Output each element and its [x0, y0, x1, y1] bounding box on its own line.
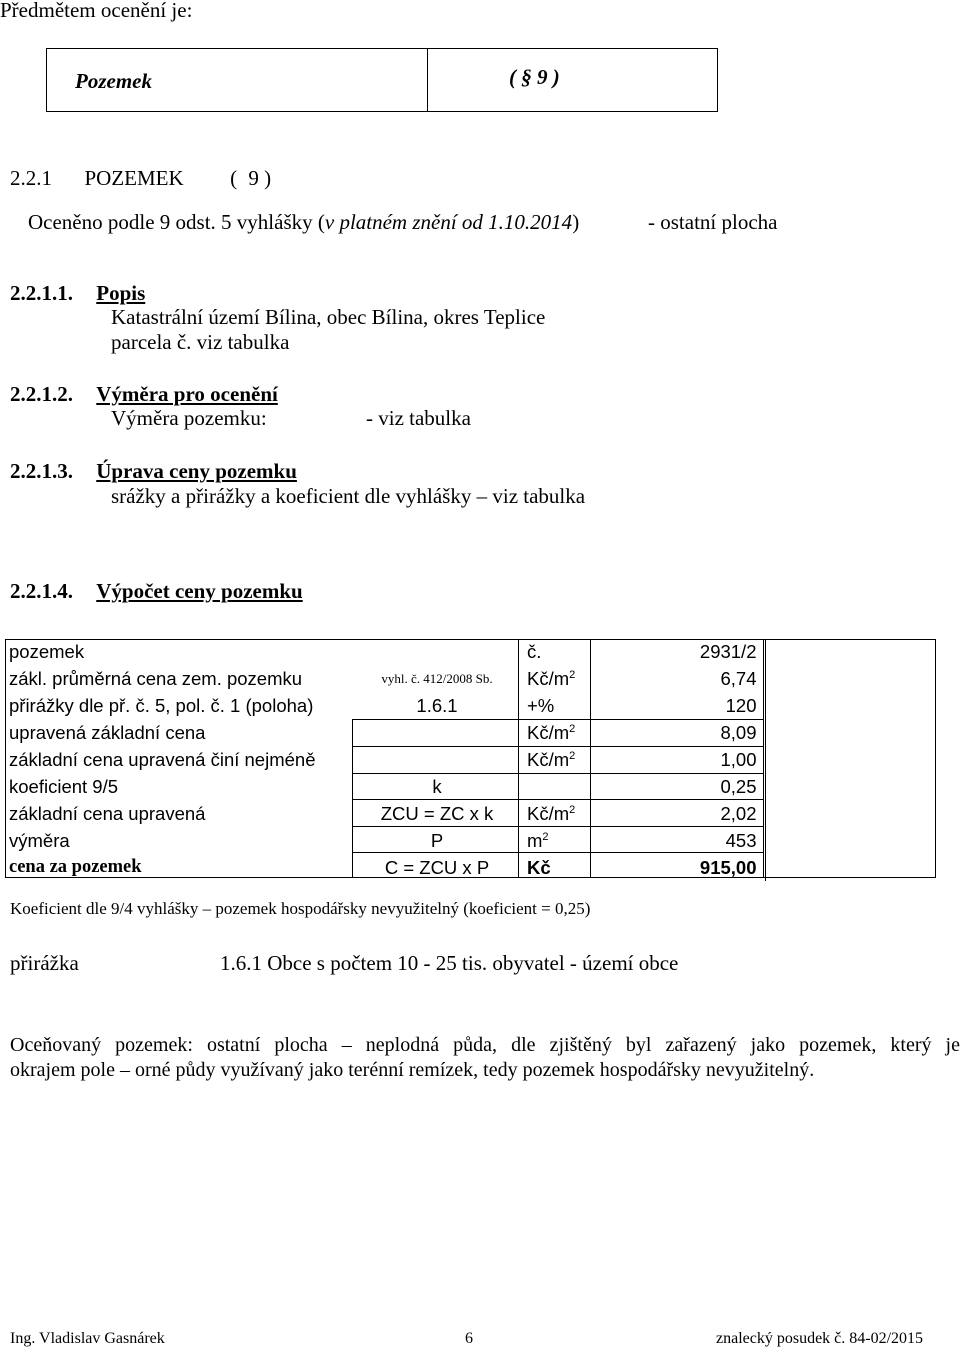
table-row: [5, 773, 936, 800]
row-unit: $Kč/m^2$: [527, 802, 576, 824]
closing-line-1: Oceňovaný pozemek: ostatní plocha – neplodná půda, dle zjištěný byl zařazený jako pozemek, který je: [10, 1034, 960, 1056]
row-value: 1,00: [720, 749, 757, 770]
table-row-line: [352, 719, 763, 720]
subsection-4-number: 2.2.1.4.: [10, 579, 73, 603]
table-row-line: [352, 799, 763, 800]
table-col-line: [763, 639, 764, 878]
row-label: zákl. průměrná cena zem. pozemku: [9, 668, 303, 690]
row-mid: P: [430, 829, 444, 851]
subsection-3: [10, 459, 297, 484]
row-mid: ZCU = ZC x k: [380, 802, 494, 824]
row-empty: [765, 639, 936, 666]
row-label: přirážky dle př. č. 5, pol. č. 1 (poloha): [9, 695, 314, 717]
description-line-2: parcela č. viz tabulka: [111, 330, 290, 354]
table-row: [5, 747, 936, 774]
row-mid: [351, 747, 523, 774]
row-empty: [765, 747, 936, 774]
row-mid: vyhl. č. 412/2008 Sb.: [381, 671, 493, 687]
row-label: základní cena upravená činí nejméně: [9, 749, 316, 770]
table-row-line: [352, 852, 763, 853]
row-value: 120: [725, 695, 757, 717]
adjustment-text: srážky a přirážky a koeficient dle vyhlášky – viz tabulka: [111, 484, 586, 508]
subsection-2: [10, 382, 278, 407]
row-value: 2931/2: [699, 641, 757, 663]
subject-paragraph: ( § 9 ): [509, 65, 560, 89]
footer-document: znalecký posudek č. 84-02/2015: [716, 1330, 924, 1347]
table-col-line: [590, 639, 591, 878]
row-value: 453: [725, 829, 757, 851]
valuation-validity: v platném znění od 1.10.2014: [324, 210, 573, 234]
row-unit: $m^2$: [527, 829, 549, 851]
subsection-4-title: Výpočet ceny pozemku: [96, 579, 303, 603]
row-value: 0,25: [720, 775, 757, 797]
row-value: 2,02: [720, 802, 757, 824]
row-unit: +%: [527, 695, 555, 717]
section-title: POZEMEK: [84, 166, 184, 190]
row-empty: [765, 666, 936, 693]
subsection-3-title: Úprava ceny pozemku: [96, 459, 297, 483]
row-label: koeficient 9/5: [9, 775, 119, 797]
subject-box-divider: [427, 49, 428, 111]
row-label: výměra: [9, 829, 70, 851]
row-empty: [765, 800, 936, 827]
description-line-1: Katastrální území Bílina, obec Bílina, okres Teplice: [111, 305, 546, 329]
table-row-line: [352, 826, 763, 827]
row-empty: [765, 693, 936, 720]
row-label: cena za pozemek: [9, 857, 142, 878]
subsection-4: [10, 579, 303, 604]
valuation-line: [28, 210, 579, 235]
valuation-suffix: ): [572, 210, 580, 234]
row-unit: Kč: [527, 856, 551, 878]
row-unit: $Kč/m^2$: [527, 668, 576, 690]
footer-author: Ing. Vladislav Gasnárek: [10, 1330, 165, 1347]
row-empty: [765, 827, 936, 854]
subsection-2-title: Výměra pro ocenění: [96, 382, 278, 406]
row-mid: C = ZCU x P: [384, 856, 490, 878]
subsection-1-number: 2.2.1.1.: [10, 281, 73, 305]
section-heading: [10, 166, 271, 191]
row-unit: č.: [527, 641, 542, 663]
row-label: základní cena upravená: [9, 802, 206, 824]
surcharge-text: 1.6.1 Obce s počtem 10 - 25 tis. obyvatel - území obce: [220, 951, 679, 975]
price-calculation-table: [5, 639, 936, 881]
subject-box: [46, 48, 718, 112]
table-row-line: [352, 746, 763, 747]
closing-line-2: okrajem pole – orné půdy využívaný jako terénní remízek, tedy pozemek hospodářsky nevyužitelný.: [10, 1059, 815, 1081]
row-empty: [765, 773, 936, 800]
valuation-prefix: Oceněno podle 9 odst. 5 vyhlášky (: [28, 210, 325, 234]
surcharge-label: přirážka: [10, 951, 79, 975]
table-row: [5, 854, 936, 881]
row-empty: [765, 720, 936, 747]
row-unit: $Kč/m^2$: [527, 722, 576, 744]
table-row-line: [352, 773, 763, 774]
footer-page-number: 6: [465, 1330, 473, 1347]
subsection-1-title: Popis: [96, 281, 146, 305]
row-label: upravená základní cena: [9, 722, 206, 744]
subsection-2-number: 2.2.1.2.: [10, 382, 73, 406]
row-unit: $Kč/m^2$: [527, 749, 576, 770]
table-row: [5, 639, 936, 666]
row-mid: [351, 639, 523, 666]
section-paragraph: ( 9 ): [230, 166, 272, 190]
valuation-type: - ostatní plocha: [648, 210, 778, 234]
area-value: - viz tabulka: [366, 406, 471, 430]
row-mid: [351, 720, 523, 747]
table-row: [5, 666, 936, 693]
row-empty: [765, 854, 936, 881]
table-row: [5, 720, 936, 747]
table-col-line: [518, 639, 519, 878]
table-row: [5, 800, 936, 827]
table-row: [5, 827, 936, 854]
table-row: [5, 693, 936, 720]
subsection-1: [10, 281, 145, 306]
subsection-3-number: 2.2.1.3.: [10, 459, 73, 483]
row-value: 6,74: [720, 668, 757, 690]
area-label: Výměra pozemku:: [111, 406, 267, 430]
subject-label: Pozemek: [75, 69, 152, 93]
section-number: 2.2.1: [10, 166, 52, 190]
row-value: 8,09: [720, 722, 757, 744]
page-heading: Předmětem ocenění je:: [0, 0, 193, 22]
row-label: pozemek: [9, 641, 85, 663]
row-value: 915,00: [699, 856, 757, 878]
row-unit: [523, 773, 595, 800]
row-mid: k: [432, 775, 442, 797]
coefficient-note: Koeficient dle 9/4 vyhlášky – pozemek hospodářsky nevyužitelný (koeficient = 0,25): [10, 899, 591, 918]
row-mid: 1.6.1: [416, 695, 458, 717]
